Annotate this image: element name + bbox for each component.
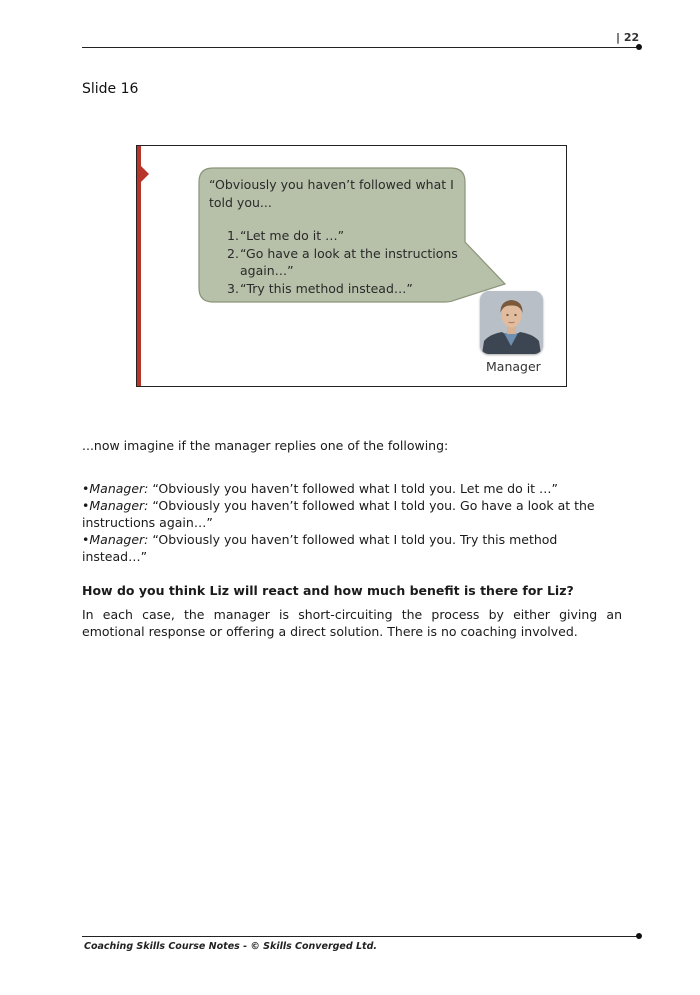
reply-bullet: •Manager: “Obviously you haven’t followed what I told you. Let me do it …”: [82, 481, 559, 496]
answer-paragraph: In each case, the manager is short-circuiting the process by either giving an emotional response or offering a direct solution. There is no coaching involved.: [82, 607, 622, 639]
slide-accent-bar: [137, 146, 141, 386]
bubble-item-text: “Let me do it …”: [240, 228, 345, 243]
reply-speaker: Manager:: [89, 481, 149, 496]
bubble-list: [209, 227, 464, 297]
avatar-label: Manager: [486, 359, 541, 374]
bubble-intro-line: “Obviously you haven’t followed what I told you...: [209, 177, 454, 210]
bubble-list-item: [227, 227, 464, 245]
reply-speaker: Manager:: [89, 498, 149, 513]
manager-avatar: [480, 291, 543, 354]
reply-bullet: •Manager: “Obviously you haven’t followed what I told you. Go have a look at the instructions again…”: [82, 498, 595, 530]
footer-rule-dot: [636, 933, 642, 939]
manager-replies-list: [82, 480, 622, 565]
footer-rule: [82, 936, 638, 937]
footer-text: Coaching Skills Course Notes - © Skills Converged Ltd.: [84, 941, 377, 952]
speech-bubble-text: [209, 176, 464, 297]
bubble-item-number: 1.: [227, 228, 239, 243]
slide-accent-marker: [141, 166, 149, 182]
slide-image: [136, 145, 567, 387]
intro-paragraph: ...now imagine if the manager replies one of the following:: [82, 438, 449, 453]
reply-speaker: Manager:: [89, 532, 149, 547]
slide-heading: Slide 16: [82, 81, 139, 97]
bubble-list-item: [227, 280, 464, 298]
reply-quote: “Obviously you haven’t followed what I told you. Let me do it …”: [152, 481, 559, 496]
question-heading: How do you think Liz will react and how much benefit is there for Liz?: [82, 583, 574, 598]
bubble-item-number: 3.: [227, 280, 239, 296]
bubble-list-item: [227, 245, 464, 280]
reply-bullet: •Manager: “Obviously you haven’t followed what I told you. Try this method instead…”: [82, 532, 558, 564]
bubble-item-text: “Go have a look at the instructions again…”: [240, 245, 458, 278]
reply-quote: “Obviously you haven’t followed what I told you. Go have a look at the instructions again…”: [82, 498, 595, 530]
header-rule-dot: [636, 44, 642, 50]
bubble-item-text: “Try this method instead…”: [240, 280, 413, 296]
reply-quote: “Obviously you haven’t followed what I told you. Try this method instead…”: [82, 532, 558, 564]
header-rule: [82, 47, 638, 48]
bubble-item-number: 2.: [227, 245, 239, 261]
person-icon: [480, 291, 543, 354]
page-number: | 22: [616, 31, 640, 44]
